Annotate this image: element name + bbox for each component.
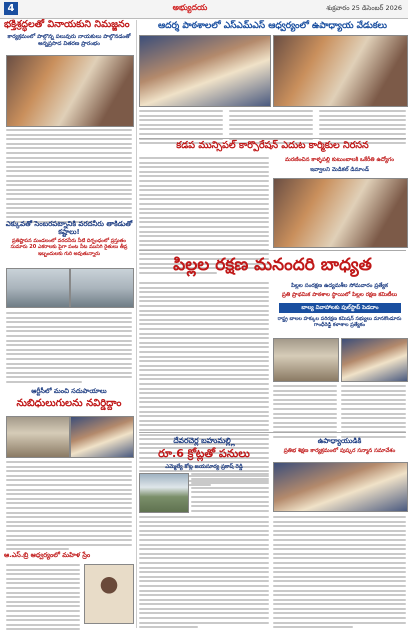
story3-kicker: ఆర్టీసీలో మంచి సదుపాయాలు	[31, 387, 107, 395]
story1-body	[6, 129, 132, 225]
works-headline: రూ.6 క్రోట్లతో పనులు	[158, 447, 250, 460]
story3-photo-right	[70, 416, 134, 458]
top-story-headline: ఆదర్శ పాఠశాలలో ఎస్‌ఎమ్‌ఎస్ ఆధ్వర్యంలో ఉపాధ్యాయ వేడుకలు	[157, 21, 388, 31]
story2-subhead: ప్రతిష్టాపన మండలంలో వరదనీరు నీటి దిగ్బంధంలో ప్రస్తుతం సుమారు 20 ఎకరాలకు పైగా పంట నీట మునిగి రైతులు తీవ్ర ఇబ్బందులకు గురి అవుతున్నారు	[10, 238, 128, 257]
child-safety-subhead-2: ప్రతి ప్రాథమిక పాఠశాల స్థాయిలో పిల్లల రక్షణ కమిటీలు	[281, 292, 398, 298]
story3-headline: నుబిధులుగులను నవిర్డిద్దాం	[16, 398, 122, 409]
story1-headline: భక్తిశ్రద్ధలతో వినాయకుని నిమజ్జనం	[4, 19, 130, 30]
teacher-photo	[273, 462, 408, 512]
top-story-photo-left	[139, 35, 271, 107]
divider	[139, 250, 406, 251]
works-kicker: దేవరచెర్ల బహుమల్ల్లి	[173, 436, 235, 445]
story4-photo	[84, 564, 134, 624]
story2-photo-left	[6, 268, 70, 308]
story2-headline: ఎక్కువతో సెంబరపట్నానికి వరదనీరు తాకిడుతో కష్టాలు!	[5, 220, 133, 237]
story4-headline: ఆ.ఎస్.బ్రి ఆధ్వర్యంలో మహిళ స్రేం	[4, 551, 91, 559]
story2-body	[6, 312, 132, 386]
right-column	[139, 20, 406, 628]
child-safety-subhead-1: పిల్లల సంరక్షణ ఉద్యమశీల సోమవారం ప్రత్యేక	[291, 283, 388, 289]
story3-photo-left	[6, 416, 70, 458]
child-safety-banner-headline: పిల్లల రక్షణ మనందరి బాధ్యత	[173, 255, 372, 275]
protest-side-subhead-2: ఇవ్వాలని మెడికల్ డిమాండ్	[310, 167, 369, 173]
page-number: 4	[4, 2, 18, 15]
issue-date: శుక్రవారం 25 డిసెంబర్ 2026	[326, 4, 402, 12]
commission-photo-left	[273, 338, 339, 382]
paper-name: అభ్యుదయ	[172, 3, 208, 12]
story1-photo	[6, 55, 134, 127]
protest-photo	[273, 178, 408, 248]
child-marriage-badge: బాల్య వివాహాలకు పుల్‌స్టాప్ పెడదాం	[279, 303, 401, 313]
works-body-side	[191, 473, 269, 514]
teacher-body	[273, 516, 406, 630]
protest-headline: కడప మున్సిపల్ కార్పొరేషన్ ఎదుట కార్మికుల నిరసన	[176, 140, 369, 151]
teacher-headline: ఉపాధ్యాయుడికి	[317, 437, 362, 445]
divider	[139, 138, 406, 139]
commission-subhead: రాష్ట్ర బాలల హక్కుల పరిరక్షణ కమిషన్ సభ్యులు మానకొండూరు గాంధీరెడ్డి కళాశాల ప్రత్యేకం	[277, 316, 402, 329]
divider	[139, 432, 406, 433]
left-column	[2, 20, 137, 628]
protest-side-subhead: మరణించిన కాళ్ళపల్లి కుటుంబాలకి ఒకేరీతి ఉద్యోగం	[285, 157, 394, 163]
story4-body	[6, 564, 80, 630]
works-subhead: ఎమ్మెల్యే కోట్ల జయసూర్య ప్రకాష్ రెడ్డి	[165, 464, 243, 470]
works-photo	[139, 473, 189, 513]
teacher-subhead: ప్రతిభ శిక్షణ కార్యక్రమంలో పుష్కర సన్మాన సమావేశం	[283, 448, 396, 454]
works-body	[139, 516, 269, 630]
masthead	[0, 0, 408, 19]
story3-body	[6, 461, 132, 553]
story2-photo-right	[70, 268, 134, 308]
top-story-photo-right	[273, 35, 408, 107]
story1-subhead: కార్యక్రమంలో పాల్గొన్న పలువురు నాయకులు పాల్గొనడంతో అన్నప్రసాద వితరణ ప్రారంభం	[7, 34, 131, 47]
commission-photo-right	[341, 338, 408, 382]
